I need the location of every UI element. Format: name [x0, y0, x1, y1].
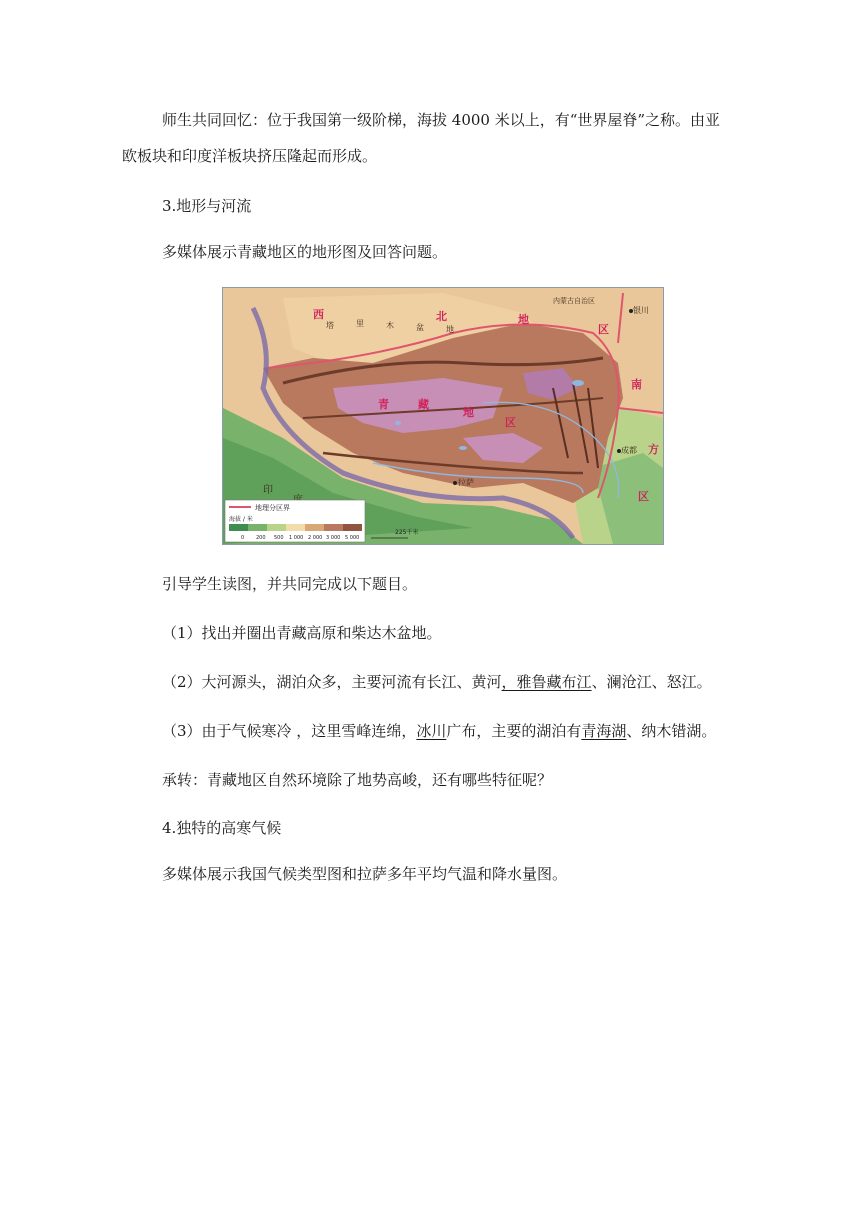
paragraph-multimedia-map: 多媒体展示青藏地区的地形图及回答问题。	[162, 243, 448, 261]
question-2-text: （2）大河源头，湖泊众多，主要河流有长江、黄河	[162, 673, 502, 691]
section-heading-terrain-rivers: 3.地形与河流	[162, 197, 252, 215]
chengdu-marker	[617, 449, 621, 453]
legend-tick: 500	[274, 535, 284, 541]
question-2-text-end: 、澜沧江、怒江。	[591, 673, 712, 691]
map-region-label: 区	[598, 323, 609, 336]
map-region-label: 北	[436, 310, 447, 323]
question-3	[162, 721, 716, 741]
map-region-label: 西	[313, 308, 324, 321]
paragraph-climate-maps: 多媒体展示我国气候类型图和拉萨多年平均气温和降水量图。	[162, 865, 568, 883]
map-region-label: 南	[631, 378, 642, 391]
map-region-label: 方	[648, 443, 659, 456]
paragraph-transition: 承转：青藏地区自然环境除了地势高峻，还有哪些特征呢？	[162, 771, 553, 789]
map-region-label: 地	[518, 313, 529, 326]
map-region-label: 地	[463, 406, 474, 419]
scale-bar-label: 225千米	[395, 529, 419, 536]
legend-elevation-title: 海拔 / 米	[229, 516, 253, 523]
question-2-answer: ，雅鲁藏布江	[501, 673, 592, 691]
map-region-label: 区	[638, 490, 649, 503]
map-place-label: 地	[446, 325, 454, 334]
question-2	[162, 672, 712, 692]
paragraph-recall-line1: 师生共同回忆：位于我国第一级阶梯，海拔 4000 米以上，有“世界屋脊”之称。由亚	[162, 111, 721, 129]
question-1: （1）找出并圈出青藏高原和柴达木盆地。	[162, 624, 442, 642]
legend-tick: 200	[256, 535, 266, 541]
map-place-label: 木	[386, 321, 394, 330]
yinchuan-marker	[629, 309, 633, 313]
legend-tick: 2 000	[308, 535, 323, 541]
question-3-answer-glacier: 冰川	[416, 722, 447, 740]
legend-tick: 0	[241, 535, 245, 541]
section-heading-climate: 4.独特的高寒气候	[162, 819, 282, 837]
lhasa-marker	[453, 481, 457, 485]
question-3-answer-lake: 青海湖	[581, 722, 627, 740]
map-region-label: 藏	[418, 398, 429, 411]
question-3-text-end: 、纳木错湖。	[626, 722, 717, 740]
legend-tick: 3 000	[326, 535, 341, 541]
map-place-label: 盆	[416, 323, 424, 332]
map-place-label: 塔	[326, 321, 334, 330]
legend-boundary-label: 地理分区界	[255, 504, 290, 512]
map-place-label: 印	[263, 485, 273, 496]
map-region-label: 区	[505, 416, 516, 429]
map-place-label: 银川	[633, 306, 649, 315]
map-place-label: 内蒙古自治区	[553, 297, 595, 305]
legend-tick: 1 000	[289, 535, 304, 541]
question-3-text-mid: 广布，主要的湖泊有	[446, 722, 582, 740]
map-place-label: 里	[356, 319, 364, 328]
question-3-text: （3）由于气候寒冷 ，这里雪峰连绵，	[162, 722, 417, 740]
paragraph-guide-students: 引导学生读图，并共同完成以下题目。	[162, 575, 418, 593]
qinghai-tibet-terrain-map	[222, 287, 664, 545]
legend-tick: 5 000	[345, 535, 360, 541]
map-place-label: 拉萨	[458, 478, 474, 487]
map-region-label: 青	[378, 398, 389, 411]
paragraph-recall-line2: 欧板块和印度洋板块挤压隆起而形成。	[122, 147, 378, 165]
map-place-label: 成都	[621, 446, 637, 455]
